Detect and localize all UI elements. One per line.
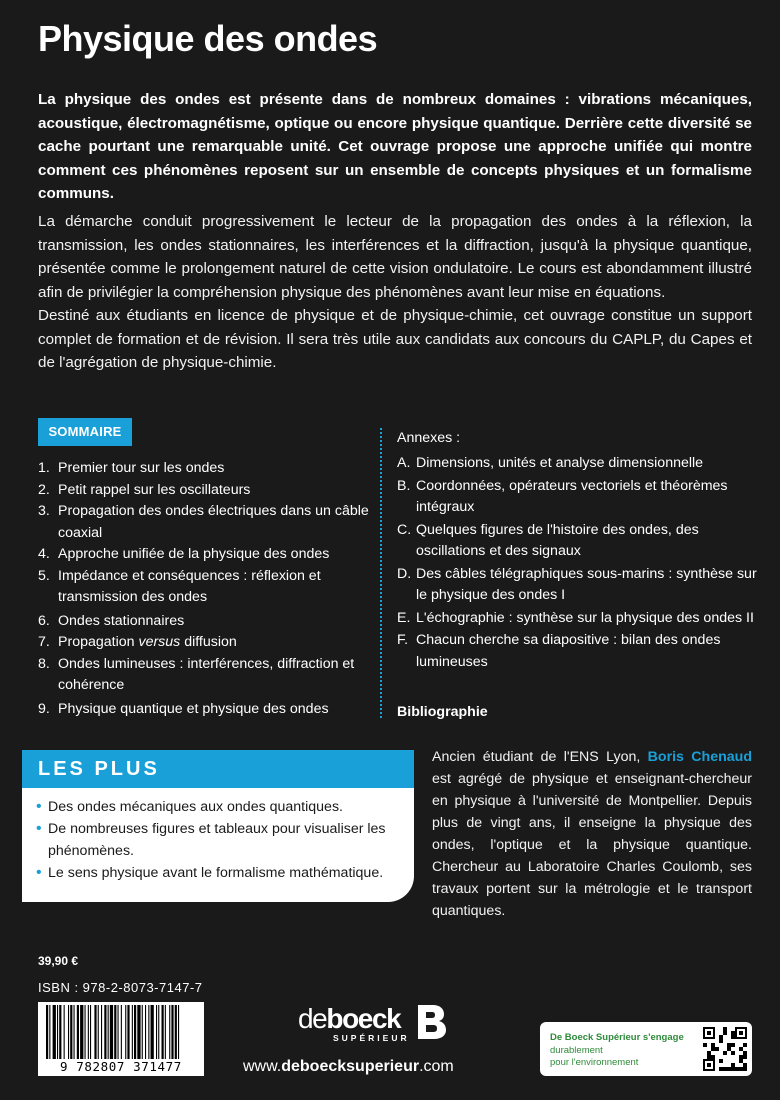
author-bio-text: est agrégé de physique et enseignant-chercheur en physique à l'université de Montpellier. Depuis plus de vingt ans, il enseigne la physique des ondes, l'optique et la physique quantique. Chercheur au Laboratoire Charles Coulomb, ses travaux portent sur la métrologie et le transport quantiques.: [432, 771, 752, 919]
author-name: Boris Chenaud: [647, 749, 752, 765]
annex-item: [397, 630, 757, 673]
les-plus-item: [36, 818, 414, 862]
chapter-number: 1.: [38, 460, 50, 476]
annex-title: Chacun cherche sa diapositive : bilan des ondes lumineuses: [416, 632, 721, 670]
chapter-title: Petit rappel sur les oscillateurs: [58, 481, 251, 498]
chapter-number: 5.: [38, 567, 50, 584]
chapter-title: Impédance et conséquences : réflexion et transmission des ondes: [58, 567, 321, 605]
chapter-title: Approche unifiée de la physique des ondes: [58, 546, 330, 562]
chapter-title: Ondes stationnaires: [58, 612, 185, 629]
chapter-title: Premier tour sur les ondes: [58, 460, 225, 476]
annex-title: Dimensions, unités et analyse dimensionnelle: [416, 455, 704, 471]
logo-wordmark: [298, 1003, 400, 1035]
lead-paragraph: La physique des ondes est présente dans de nombreux domaines : vibrations mécaniques, acoustique, électromagnétisme, optique ou encore physique quantique. Derrière cette diversité se cache pourtant une remarquable unité. Cet ouvrage propose une approche unifiée qui montre comment ces phénomènes reposent sur un ensemble de concepts physiques et un formalisme communs.: [38, 91, 752, 202]
chapter-number: 7.: [38, 634, 50, 650]
annex-item: [397, 453, 757, 475]
chapter-item: [38, 458, 378, 480]
barcode-digits: 9 782807 371477: [38, 1059, 204, 1074]
description-paragraph: La démarche conduit progressivement le lecteur de la propagation des ondes à la réflexion, la transmission, les ondes stationnaires, les interférences et la diffraction, jusqu'à la physique quantique, présentée comme le prolongement naturel de cette vision ondulatoire. Le cours est abondamment illustré afin de privilégier la compréhension physique des phénomènes avant leur mise en équations.: [38, 213, 752, 301]
chapter-title: [58, 632, 378, 654]
chapter-title-part: diffusion: [180, 634, 237, 650]
chapter-item: [38, 544, 378, 566]
annex-letter: E.: [397, 609, 411, 626]
annex-title: L'échographie : synthèse sur la physique des ondes II: [416, 609, 754, 626]
chapter-number: 3.: [38, 503, 50, 519]
chapter-item: [38, 480, 378, 502]
annex-letter: A.: [397, 455, 411, 471]
barcode-bars: [38, 1005, 204, 1063]
annex-item: [397, 564, 757, 607]
logo-b-icon: [416, 1005, 446, 1039]
annexes-heading: Annexes :: [397, 430, 461, 446]
les-plus-list: [22, 788, 414, 884]
les-plus-text: Le sens physique avant le formalisme mathématique.: [48, 865, 384, 881]
logo-wordmark-boeck: boeck: [326, 1003, 401, 1034]
description: [38, 210, 752, 375]
book-title: Physique des ondes: [38, 18, 378, 59]
chapter-number: 4.: [38, 546, 50, 562]
eco-line: durablement: [550, 1045, 603, 1056]
eco-badge: [540, 1022, 752, 1076]
chapter-item: [38, 501, 378, 544]
les-plus-item: [36, 796, 414, 818]
website-suffix: .com: [419, 1058, 454, 1075]
les-plus-box: [22, 750, 414, 902]
chapter-number: 6.: [38, 612, 50, 629]
chapter-item: [38, 566, 378, 609]
annex-letter: C.: [397, 521, 412, 538]
les-plus-text: De nombreuses figures et tableaux pour visualiser les phénomènes.: [48, 821, 386, 859]
eco-line: pour l'environnement: [550, 1057, 639, 1068]
description-paragraph: Destiné aux étudiants en licence de physique et de physique-chimie, cet ouvrage constitue un support complet de formation et de révision. Il sera très utile aux candidats aux concours du CAPLP, du Capes et de l'agrégation de physique-chimie.: [38, 307, 752, 371]
eco-title: De Boeck Supérieur s'engage: [550, 1032, 684, 1043]
chapter-item: [38, 632, 378, 654]
chapter-item: [38, 654, 378, 697]
chapter-item: [38, 611, 378, 633]
les-plus-heading: LES PLUS: [22, 750, 414, 788]
annex-item: [397, 476, 757, 519]
qr-code-icon: [703, 1027, 747, 1071]
les-plus-text: Des ondes mécaniques aux ondes quantiques.: [48, 799, 343, 815]
website-domain: deboecksuperieur: [281, 1058, 420, 1075]
logo-wordmark-de: de: [298, 1003, 327, 1034]
dotted-divider: [380, 428, 382, 718]
annex-letter: B.: [397, 477, 411, 494]
chapter-title-emphasis: versus: [138, 634, 181, 650]
chapter-item: [38, 699, 378, 721]
annex-item: [397, 608, 757, 630]
website-prefix: www.: [243, 1058, 282, 1075]
author-bio: [432, 746, 752, 922]
chapter-number: 9.: [38, 700, 50, 717]
price: 39,90 €: [38, 954, 79, 968]
chapter-title: Propagation des ondes électriques dans un câble coaxial: [58, 503, 369, 541]
bullet-icon: •: [36, 820, 42, 837]
bibliography-entry: Bibliographie: [397, 704, 488, 720]
logo-subtitle: SUPÉRIEUR: [333, 1033, 410, 1043]
chapter-title: Ondes lumineuses : interférences, diffraction et cohérence: [58, 655, 355, 693]
chapter-number: 2.: [38, 481, 50, 498]
publisher-website[interactable]: [243, 1058, 454, 1076]
publisher-logo: [298, 1003, 448, 1051]
annex-item: [397, 520, 757, 563]
barcode: [38, 1002, 204, 1076]
annex-list: [397, 427, 757, 674]
bullet-icon: •: [36, 798, 42, 815]
sommaire-label: SOMMAIRE: [38, 418, 132, 446]
chapter-title: Physique quantique et physique des ondes: [58, 700, 329, 717]
author-bio-text: Ancien étudiant de l'ENS Lyon,: [432, 749, 648, 765]
annex-letter: F.: [397, 632, 409, 648]
isbn: ISBN : 978-2-8073-7147-7: [38, 980, 203, 995]
annex-title: Des câbles télégraphiques sous-marins : synthèse sur le physique des ondes I: [416, 565, 757, 603]
annex-title: Coordonnées, opérateurs vectoriels et théorèmes intégraux: [416, 477, 728, 515]
chapter-title-part: Propagation: [58, 634, 139, 650]
bullet-icon: •: [36, 864, 42, 881]
chapter-list: [38, 458, 378, 720]
annex-title: Quelques figures de l'histoire des ondes, des oscillations et des signaux: [416, 521, 699, 559]
les-plus-item: [36, 862, 414, 884]
annex-letter: D.: [397, 565, 412, 582]
chapter-number: 8.: [38, 655, 50, 672]
